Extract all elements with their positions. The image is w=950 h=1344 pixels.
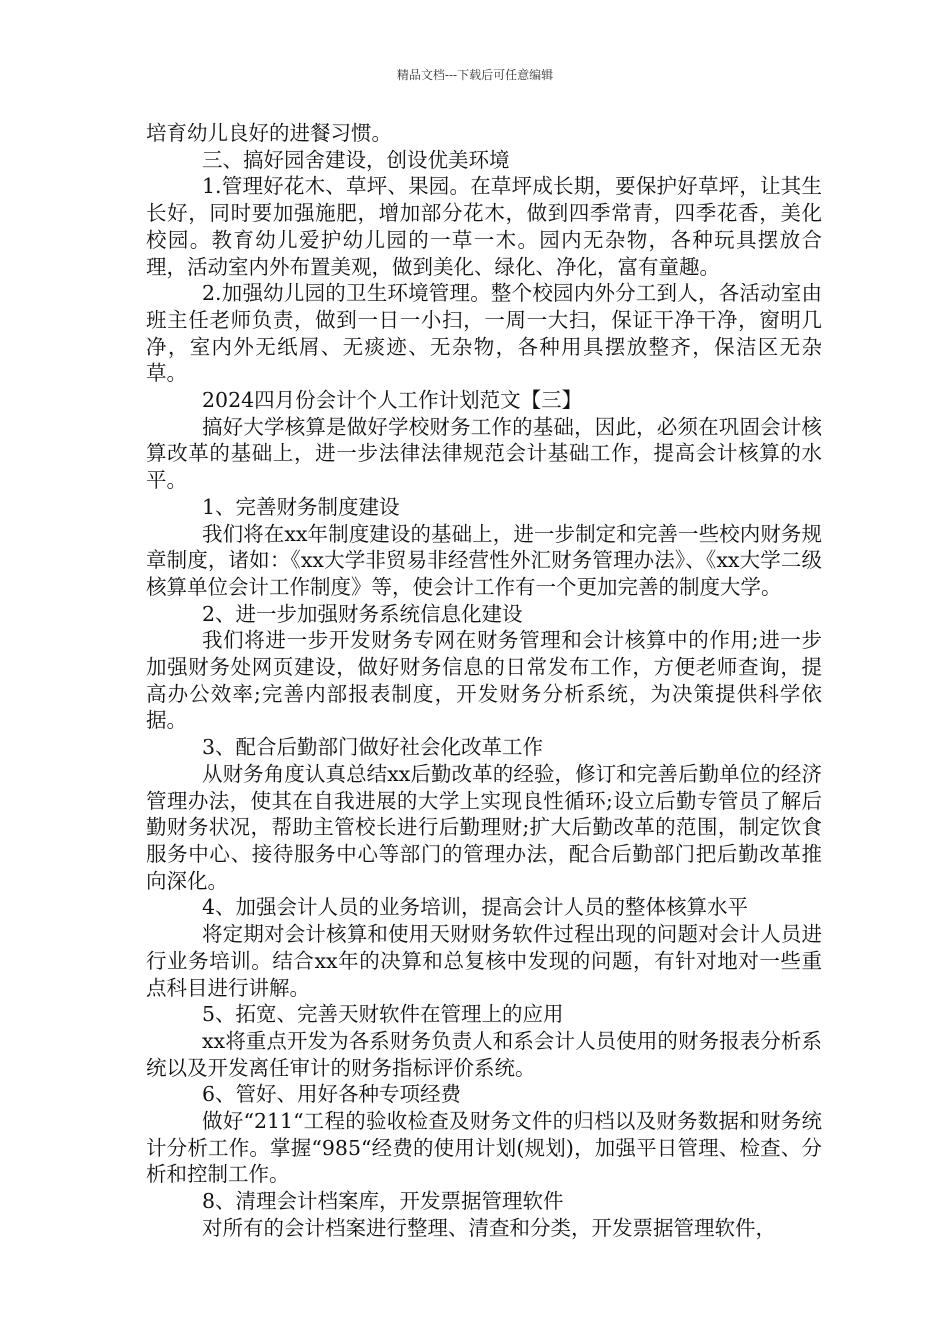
section-title: 2024四月份会计个人工作计划范文【三】 [202,388,583,413]
paragraph-2: 三、搞好园舍建设，创设优美环境 [202,147,510,172]
paragraph-14: 将定期对会计核算和使用天财财务软件过程出现的问题对会计人员进行业务培训。结合xx年的决算和总复核中发现的问题，有针对地对一些重点科目进行讲解。 [146,922,822,1000]
heading-6: 6、管好、用好各种专项经费 [202,1082,462,1107]
heading-8: 8、清理会计档案库，开发票据管理软件 [202,1189,564,1214]
paragraph-3: 1.管理好花木、草坪、果园。在草坪成长期，要保护好草坪，让其生长好，同时要加强施肥，增加部分花木，做到四季常青，四季花香，美化校园。教育幼儿爱护幼儿园的一草一木。园内无杂物，各种玩具摆放合理，活动室内外布置美观，做到美化、绿化、净化，富有童趣。 [146,174,822,279]
page-header: 精品文档---下载后可任意编辑 [396,68,554,82]
paragraph-16: xx将重点开发为各系财务负责人和系会计人员使用的财务报表分析系统以及开发离任审计的财务指标评价系统。 [146,1028,822,1080]
heading-4: 4、加强会计人员的业务培训，提高会计人员的整体核算水平 [202,895,749,920]
heading-2: 2、进一步加强财务系统信息化建设 [202,601,523,626]
paragraph-18: 做好“211“工程的验收检查及财务文件的归档以及财务数据和财务统计分析工作。掌握“985“经费的使用计划(规划)，加强平日管理、检查、分析和控制工作。 [146,1109,822,1187]
paragraph-20: 对所有的会计档案进行整理、清查和分类，开发票据管理软件， [202,1215,776,1240]
paragraph-12: 从财务角度认真总结xx后勤改革的经验，修订和完善后勤单位的经济管理办法，使其在自我进展的大学上实现良性循环;设立后勤专管员了解后勤财务状况，帮助主管校长进行后勤理财;扩大后勤改革的范围，制定饮食服务中心、接待服务中心等部门的管理办法，配合后勤部门把后勤改革推向深化。 [146,761,822,893]
paragraph-1: 培育幼儿良好的进餐习惯。 [146,121,392,145]
document-body [146,120,822,1242]
paragraph-6: 搞好大学核算是做好学校财务工作的基础，因此，必须在巩固会计核算改革的基础上，进一步法律法律规范会计基础工作，提高会计核算的水平。 [146,414,822,493]
paragraph-4: 2.加强幼儿园的卫生环境管理。整个校园内外分工到人，各活动室由班主任老师负责，做到一日一小扫，一周一大扫，保证干净干净，窗明几净，室内外无纸屑、无痰迹、无杂物，各种用具摆放整齐，保洁区无杂草。 [146,281,822,386]
heading-1: 1、完善财务制度建设 [202,494,400,519]
paragraph-8: 我们将在xx年制度建设的基础上，进一步制定和完善一些校内财务规章制度，诸如：《xx大学非贸易非经营性外汇财务管理办法》、《xx大学二级核算单位会计工作制度》等，使会计工作有一个更加完善的制度大学。 [146,521,822,599]
heading-5: 5、拓宽、完善天财软件在管理上的应用 [202,1002,564,1027]
heading-3: 3、配合后勤部门做好社会化改革工作 [202,735,544,760]
paragraph-10: 我们将进一步开发财务专网在财务管理和会计核算中的作用;进一步加强财务处网页建设，做好财务信息的日常发布工作，方便老师查询，提高办公效率;完善内部报表制度，开发财务分析系统，为决策提供科学依据。 [146,628,822,733]
